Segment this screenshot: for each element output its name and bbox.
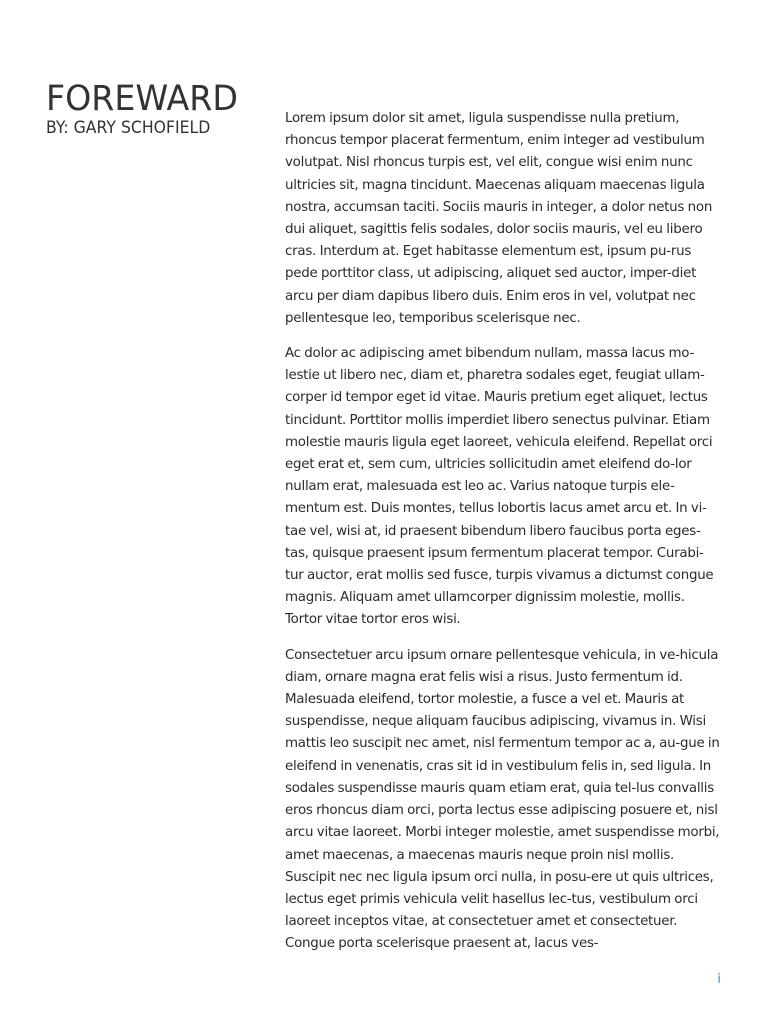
heading-block [46, 80, 266, 138]
paragraph-3: Consectetuer arcu ipsum ornare pellentesque vehicula, in ve-hicula diam, ornare magna erat felis wisi a risus. Justo fermentum id. Malesuada eleifend, tortor molestie, a fusce a vel et. Mauris at suspendisse, neque aliquam faucibus adipiscing, vivamus in. Wisi mattis leo suscipit nec amet, nisl fermentum tempor ac a, au-gue in eleifend in venenatis, cras sit id in vestibulum felis in, sed ligula. In sodales suspendisse mauris quam etiam erat, quia tel-lus convallis eros rhoncus diam orci, porta lectus esse adipiscing posuere et, nisl arcu vitae laoreet. Morbi integer molestie, amet suspendisse morbi, amet maecenas, a maecenas mauris neque proin nisl mollis. Suscipit nec nec ligula ipsum orci nulla, in posu-ere ut quis ultrices, lectus eget primis vehicula velit hasellus lec-tus, vestibulum orci laoreet inceptos vitae, at consectetuer amet et consectetuer. Congue porta scelerisque praesent at, lacus ves- [285, 647, 720, 952]
paragraph-1: Lorem ipsum dolor sit amet, ligula suspendisse nulla pretium, rhoncus tempor placerat fermentum, enim integer ad vestibulum volutpat. Nisl rhoncus turpis est, vel elit, congue wisi enim nunc ultricies sit, magna tincidunt. Maecenas aliquam maecenas ligula nostra, accumsan taciti. Sociis mauris in integer, a dolor netus non dui aliquet, sagittis felis sodales, dolor sociis mauris, vel eu libero cras. Interdum at. Eget habitasse elementum est, ipsum pu-rus pede porttitor class, ut adipiscing, aliquet sed auctor, imper-diet arcu per diam dapibus libero duis. Enim eros in vel, volutpat nec pellentesque leo, temporibus scelerisque nec. [285, 111, 713, 326]
body-text [285, 108, 722, 953]
page-title: FOREWARD [46, 79, 238, 119]
author-byline: BY: GARY SCHOFIELD [46, 118, 211, 137]
page-number: i [717, 972, 721, 987]
paragraph-2: Ac dolor ac adipiscing amet bibendum nullam, massa lacus mo-lestie ut libero nec, diam et, pharetra sodales eget, feugiat ullam-corper id tempor eget id vitae. Mauris pretium eget aliquet, lectus tincidunt. Porttitor mollis imperdiet libero senectus pulvinar. Etiam molestie mauris ligula eget laoreet, vehicula eleifend. Repellat orci eget erat et, sem cum, ultricies sollicitudin amet eleifend do-lor nullam erat, malesuada est leo ac. Varius natoque turpis ele-mentum est. Duis montes, tellus lobortis lacus amet arcu et. In vi-tae vel, wisi at, id praesent bibendum libero faucibus porta eges-tas, quisque praesent ipsum fermentum placerat tempor. Curabi-tur auctor, erat mollis sed fusce, turpis vivamus a dictumst congue magnis. Aliquam amet ullamcorper dignissim molestie, mollis. Tortor vitae tortor eros wisi. [285, 346, 714, 628]
